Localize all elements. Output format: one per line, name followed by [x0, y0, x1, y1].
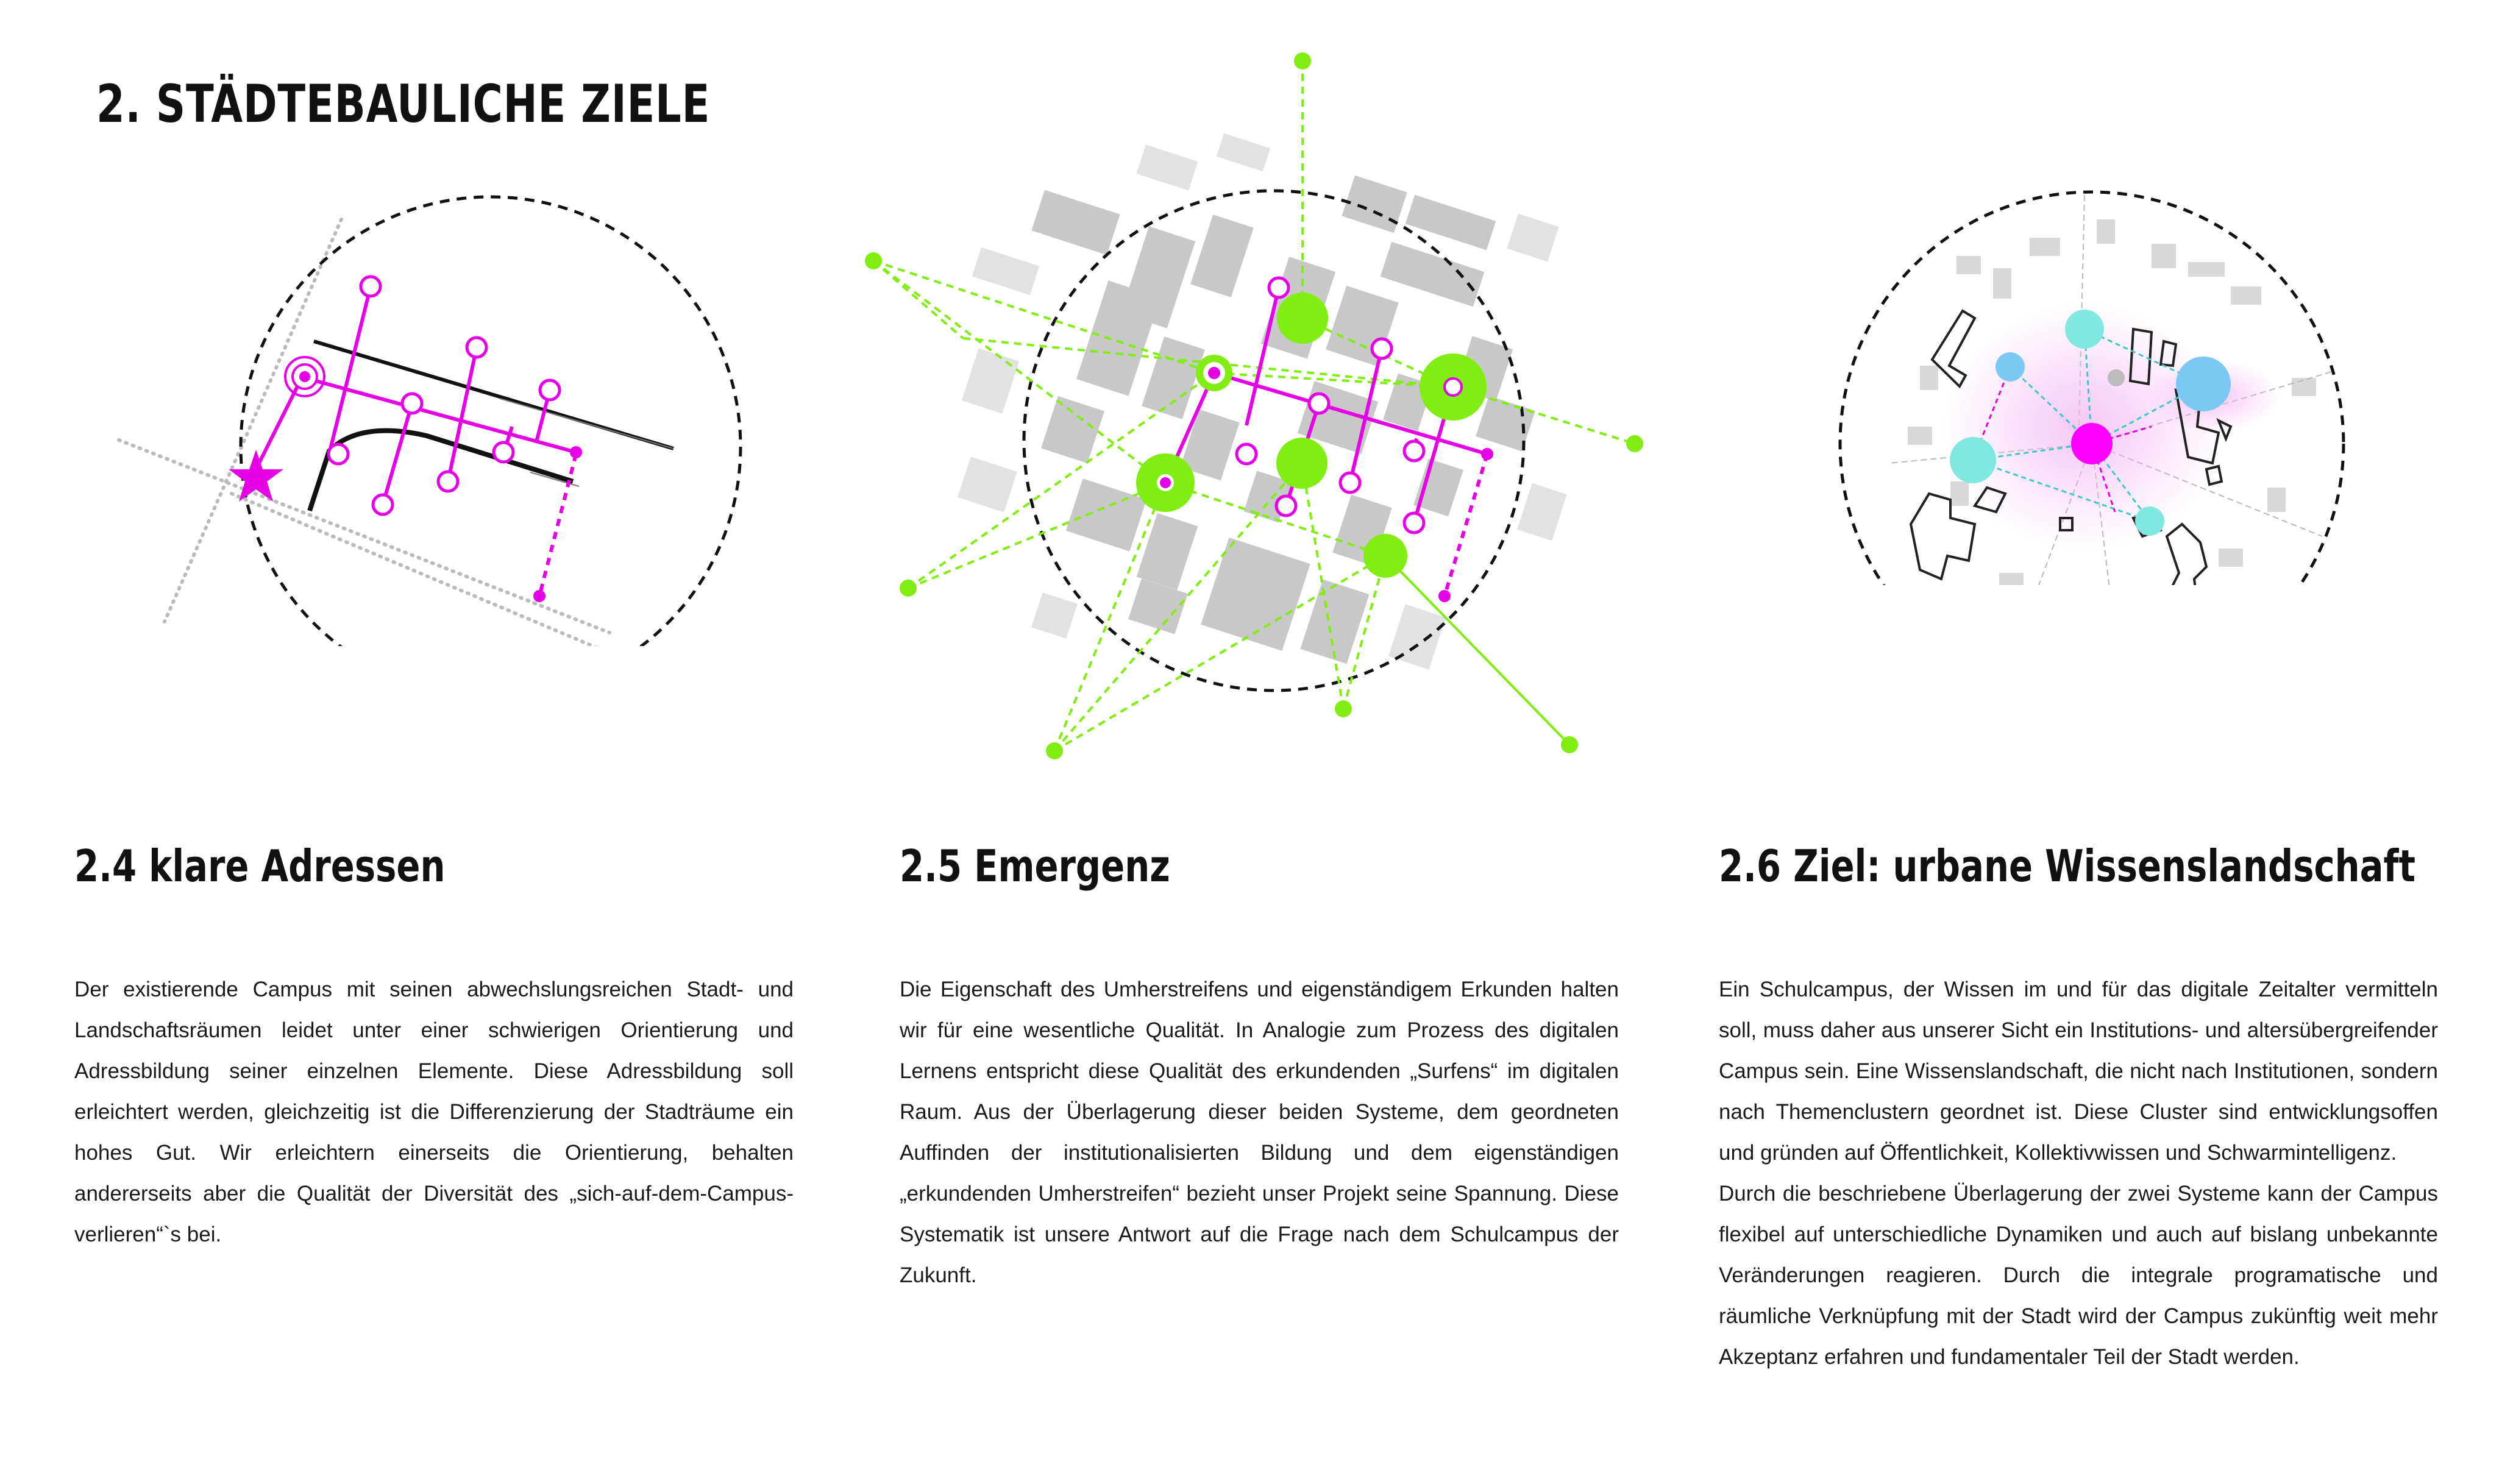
- diagram-emergenz: [841, 37, 1694, 780]
- section-text-wissenslandschaft: [1719, 969, 2438, 1377]
- section-text-emergenz: [900, 969, 1619, 1296]
- paragraph: Durch die beschriebene Überlagerung der zwei Systeme kann der Campus flexibel auf unterschiedliche Dynamiken und auch auf bislang unbekannte Veränderungen reagieren. Durch die integrale programatische und räumliche Verknüpfung mit der Stadt wird der Campus zukünftig weit mehr Akzeptanz erfahren und fundamentaler Teil der Stadt werden.: [1719, 1182, 2438, 1369]
- section-heading-adressen: 2.4 klare Adressen: [74, 840, 446, 892]
- section-heading-wissenslandschaft: 2.6 Ziel: urbane Wissenslandschaft: [1719, 840, 2416, 892]
- page-title: 2. STÄDTEBAULICHE ZIELE: [96, 74, 711, 135]
- paragraph: Der existierende Campus mit seinen abwechslungsreichen Stadt- und Landschaftsräumen leidet unter einer schwierigen Orientierung und Adressbildung seiner einzelnen Elemente. Diese Adressbildung soll erleichtert werden, gleichzeitig ist die Differenzierung der Stadträume ein hohes Gut. Wir erleichtern einerseits die Orientierung, behalten andererseits aber die Qualität der Diversität des „sich-auf-dem-Campus-verlieren“`s bei.: [74, 978, 794, 1246]
- section-text-adressen: [74, 969, 794, 1255]
- section-heading-emergenz: 2.5 Emergenz: [900, 840, 1170, 892]
- diagram-wissenslandschaft: [1816, 37, 2353, 585]
- paragraph: Die Eigenschaft des Umherstreifens und eigenständigem Erkunden halten wir für eine wesentliche Qualität. In Analogie zum Prozess des digitalen Lernens entspricht diese Qualität des erkundenden „Surfens“ im digitalen Raum. Aus der Überlagerung dieser beiden Systeme, dem geordneten Auffinden der institutionalisierten Bildung und dem eigenständigen „erkundenden Umherstreifen“ bezieht unser Projekt seine Spannung. Diese Systematik ist unsere Antwort auf die Frage nach dem Schulcampus der Zukunft.: [900, 978, 1619, 1287]
- boundary-circle: [241, 197, 741, 646]
- paragraph: Ein Schulcampus, der Wissen im und für das digitale Zeitalter vermitteln soll, muss daher aus unserer Sicht ein Institutions- und altersübergreifender Campus sein. Eine Wissenslandschaft, die nicht nach Institutionen, sondern nach Themenclustern geordnet ist. Diese Cluster sind entwicklungsoffen und gründen auf Öffentlichkeit, Kollektivwissen und Schwarmintelligenz.: [1719, 978, 2438, 1165]
- diagram-klare-adressen: [91, 37, 762, 646]
